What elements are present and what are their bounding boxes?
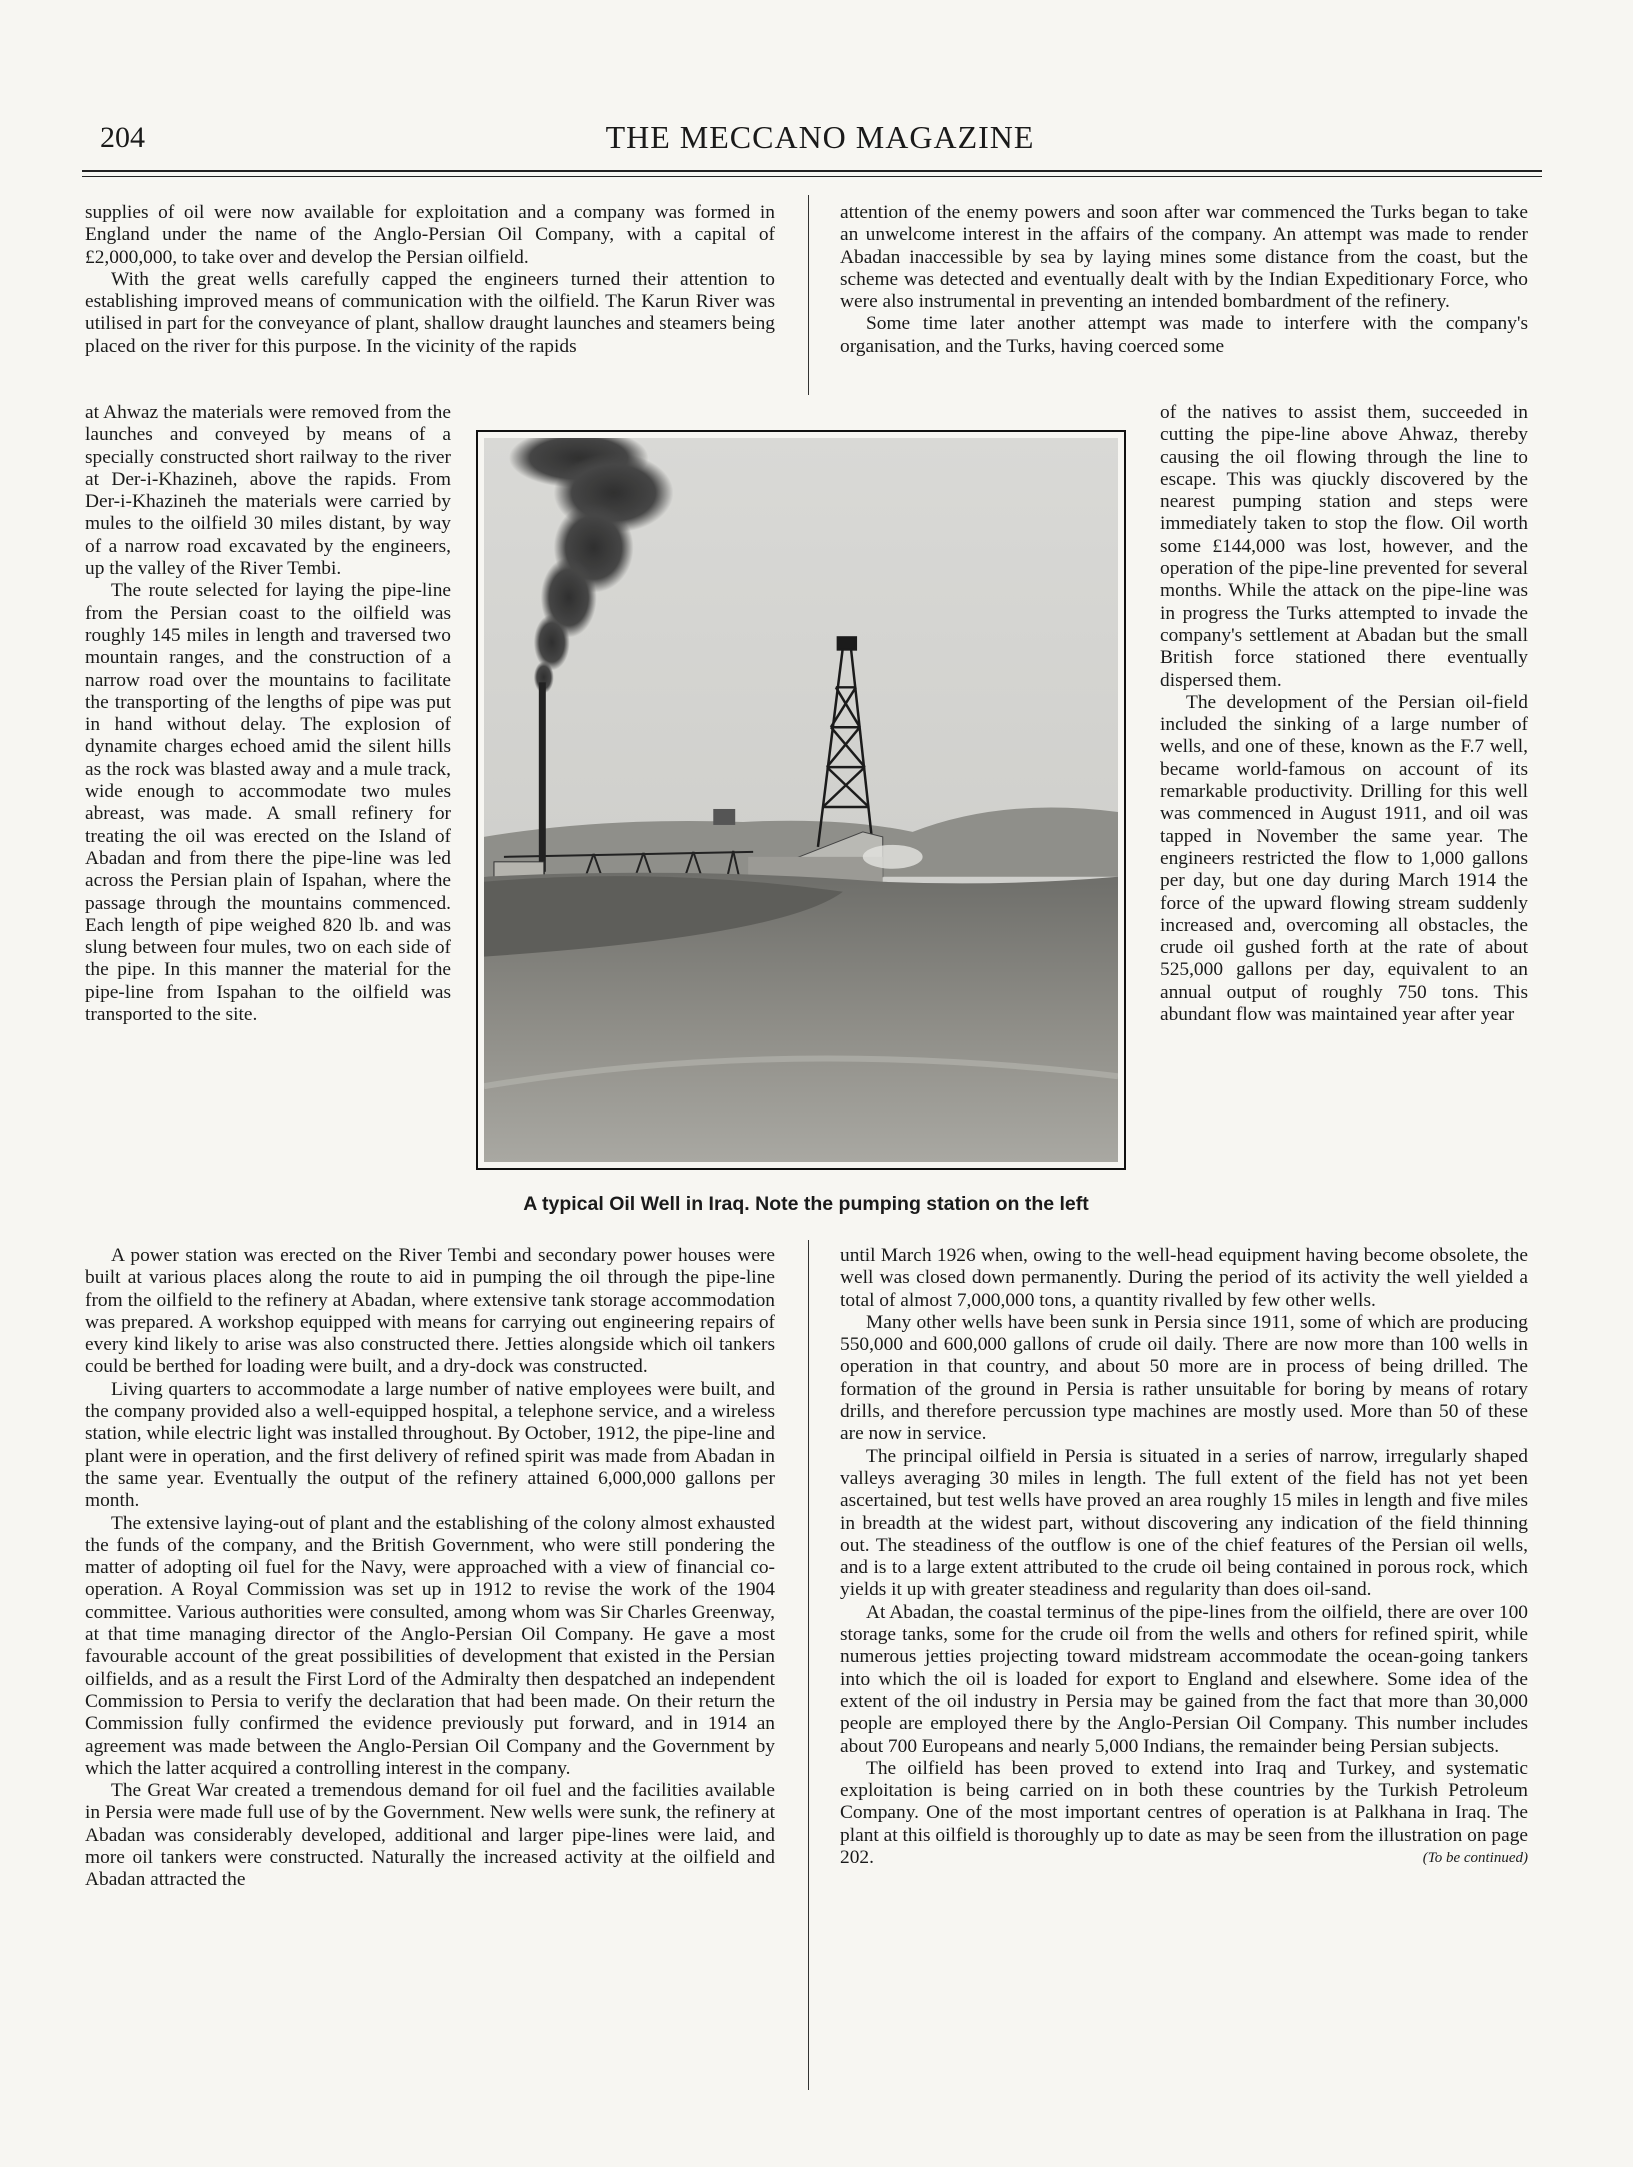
paragraph-final	[840, 1758, 1528, 1869]
chimney	[539, 682, 546, 871]
continued-note: (To be continued)	[1422, 1850, 1528, 1867]
magazine-title: THE MECCANO MAGAZINE	[605, 119, 1035, 155]
figure-caption: A typical Oil Well in Iraq. Note the pumping station on the left	[523, 1193, 1089, 1215]
paragraph: Many other wells have been sunk in Persia since 1911, some of which are producing 550,000 and 600,000 gallons of crude oil daily. There are now more than 100 wells in operation in that country, and about 50 more are in process of being drilled. The formation of the ground in Persia is rather unsuitable for boring by means of rotary drills, and therefore percussion type machines are mostly used. More than 50 of these are now in service.	[840, 1311, 1528, 1445]
paragraph: attention of the enemy powers and soon after war commenced the Turks began to take an unwelcome interest in the affairs of the company. An attempt was made to render Abadan inaccessible by sea by laying mines some distance from the coast, but the scheme was detected and eventually dealt with by the Indian Expeditionary Force, who were also instrumental in preventing an intended bombardment of the refinery.	[840, 202, 1528, 313]
small-hut	[713, 809, 735, 825]
paragraph: supplies of oil were now available for exploitation and a company was formed in England under the name of the Anglo-Persian Oil Company, with a capital of £2,000,000, to take over and develop the Persian oilfield.	[85, 202, 775, 268]
paragraph: The route selected for laying the pipe-line from the Persian coast to the oilfield was roughly 145 miles in length and traversed two mountain ranges, and the construction of a narrow road over the mountains to facilitate the transporting of the lengths of pipe was put in hand without delay. The explosion of dynamite charges echoed amid the silent hills as the rock was blasted away and a mule track, wide enough to accommodate two mules abreast, was made. A small refinery for treating the oil was erected on the Island of Abadan and from there the pipe-line was led across the Persian plain of Ispahan, where the passage through the mountains commenced. Each length of pipe weighed 820 lb. and was slung between four mules, two on each side of the pipe. In this manner the material for the pipe-line from Ispahan to the oilfield was transported to the site.	[85, 580, 451, 1026]
paragraph: At Abadan, the coastal terminus of the pipe-lines from the oilfield, there are over 100 storage tanks, some for the crude oil from the wells and others for refined spirit, while numerous jetties projecting toward midstream accommodate the ocean-going tankers into which the oil is loaded for export to England and elsewhere. Some idea of the extent of the oil industry in Persia may be gained from the fact that more than 30,000 people are employed there by the Anglo-Persian Oil Company. This number includes about 700 Europeans and nearly 5,000 Indians, the remainder being Persian subjects.	[840, 1601, 1528, 1757]
paragraph: Living quarters to accommodate a large number of native employees were built, and the company provided also a well-equipped hospital, a telephone service, and a wireless station, while electric light was installed throughout. By October, 1912, the pipe-line and plant were in operation, and the first delivery of refined spirit was made from Abadan in the same year. Eventually the output of the refinery attained 6,000,000 gallons per month.	[85, 1378, 775, 1512]
left-column-top	[85, 202, 775, 402]
left-column-narrow	[85, 402, 451, 1245]
header-rule-thin	[82, 176, 1542, 177]
paragraph: The principal oilfield in Persia is situated in a series of narrow, irregularly shaped valleys averaging 30 miles in length. The full extent of the field has not yet been ascertained, but test wells have proved an area roughly 15 miles in length and five miles in breadth at the widest part, without discovering any indication of the field thinning out. The steadiness of the outflow is one of the chief features of the Persian oil wells, and is to a large extent attributed to the crude oil being contained in porous rock, which yields it up with greater steadiness and regularity than does oil-sand.	[840, 1445, 1528, 1601]
steam	[863, 845, 923, 869]
header-rule	[82, 170, 1542, 172]
page-header	[100, 115, 1540, 165]
paragraph: of the natives to assist them, succeeded in cutting the pipe-line above Ahwaz, thereby causing the oil flowing through the line to escape. This was qiuckly discovered by the nearest pumping station and steps were immediately taken to stop the flow. Oil worth some £144,000 was lost, however, and the operation of the pipe-line prevented for several months. While the attack on the pipe-line was in progress the Turks attempted to invade the company's settlement at Abadan but the small British force stationed there eventually dispersed them.	[1160, 402, 1528, 691]
paragraph: until March 1926 when, owing to the well-head equipment having become obsolete, the well was closed down permanently. During the period of its activity the well yielded a total of almost 7,000,000 tons, a quantity rivalled by few other wells.	[840, 1245, 1528, 1311]
oil-well-photo	[484, 438, 1118, 1162]
right-column-bottom	[840, 1245, 1528, 2085]
right-column-narrow	[1160, 402, 1528, 1245]
column-divider-top	[808, 195, 809, 395]
figure	[476, 430, 1126, 1175]
paragraph: With the great wells carefully capped the engineers turned their attention to establishing improved means of communication with the oilfield. The Karun River was utilised in part for the conveyance of plant, shallow draught launches and steamers being placed on the river for this purpose. In the vicinity of the rapids	[85, 268, 775, 357]
paragraph: The extensive laying-out of plant and the establishing of the colony almost exhausted the funds of the company, and the British Government, who were still pondering the matter of adopting oil fuel for the Navy, were approached with a view of financial co-operation. A Royal Commission was set up in 1912 to revise the work of the 1904 committee. Various authorities were consulted, among whom was Sir Charles Greenway, at that time managing director of the Anglo-Persian Oil Company. He gave a most favourable account of the great possibilities of development that existed in the Persian oilfields, and as a result the First Lord of the Admiralty then despatched an independent Commission to Persia to verify the declaration that had been made. On their return the Commission fully confirmed the evidence previously put forward, and in 1914 an agreement was made between the Anglo-Persian Oil Company and the Government by which the latter acquired a controlling interest in the company.	[85, 1512, 775, 1779]
column-divider-bottom	[808, 1240, 809, 2090]
paragraph-text: The oilfield has been proved to extend into Iraq and Turkey, and systematic exploitation is being carried on in both these countries by the Turkish Petroleum Company. One of the most important centres of operation is at Palkhana in Iraq. The plant at this oilfield is thoroughly up to date as may be seen from the illustration on page 202.	[840, 1757, 1528, 1869]
left-column-bottom	[85, 1245, 775, 2105]
photo-frame	[476, 430, 1126, 1170]
paragraph: A power station was erected on the River Tembi and secondary power houses were built at various places along the route to aid in pumping the oil through the pipe-line from the oilfield to the refinery at Abadan, where extensive tank storage accommodation was prepared. A workshop equipped with means for carrying out engineering repairs of every kind likely to arise was also constructed there. Jetties alongside which oil tankers could be berthed for loading were built, and a dry-dock was constructed.	[85, 1245, 775, 1378]
paragraph: The development of the Persian oil-field included the sinking of a large number of wells, and one of these, known as the F.7 well, became world-famous on account of its remarkable productivity. Drilling for this well was commenced in August 1911, and oil was tapped in November the same year. The engineers restricted the flow to 1,000 gallons per day, but one day during March 1914 the force of the upward flowing stream suddenly increased and, overcoming all obstacles, the crude oil gushed forth at the rate of about 525,000 gallons per day, equivalent to an annual output of roughly 750 tons. This abundant flow was maintained year after year	[1160, 691, 1528, 1026]
paragraph: The Great War created a tremendous demand for oil fuel and the facilities available in Persia were made full use of by the Government. New wells were sunk, the refinery at Abadan was considerably developed, additional and larger pipe-lines were laid, and more oil tankers were constructed. Naturally the increased activity at the oilfield and Abadan attracted the	[85, 1780, 775, 1891]
right-column-top	[840, 202, 1528, 402]
paragraph: Some time later another attempt was made to interfere with the company's organisation, and the Turks, having coerced some	[840, 313, 1528, 357]
paragraph: at Ahwaz the materials were removed from the launches and conveyed by means of a specially constructed short railway to the river at Der-i-Khazineh, above the rapids. From Der-i-Khazineh the materials were carried by mules to the oilfield 30 miles distant, by way of a narrow road excavated by the engineers, up the valley of the River Tembi.	[85, 402, 451, 580]
page-number: 204	[100, 121, 145, 154]
